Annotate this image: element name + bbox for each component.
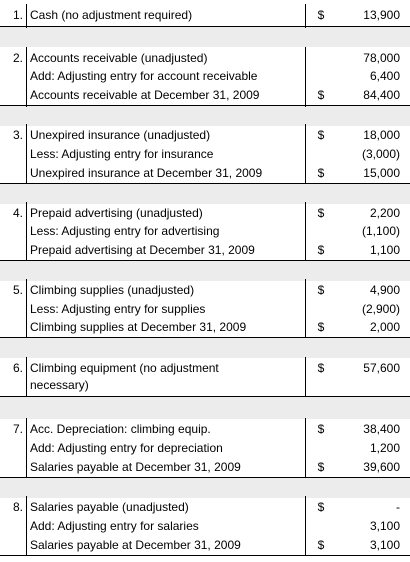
dollar-sign: $ (317, 460, 325, 474)
row-label: Salaries payable at December 31, 2009 (30, 460, 241, 474)
row-amount: 38,400 (363, 422, 400, 436)
row-amount: 3,100 (369, 538, 400, 552)
grid-line (26, 418, 27, 478)
row-amount: 15,000 (363, 166, 400, 180)
row-amount: 84,400 (363, 88, 400, 102)
section-7-row-2[interactable] (0, 439, 410, 458)
row-label: Add: Adjusting entry for account receivable (30, 69, 258, 83)
grid-line (26, 357, 27, 397)
grid-line (305, 357, 306, 397)
row-label: Less: Adjusting entry for supplies (30, 302, 206, 316)
dollar-sign: $ (317, 361, 325, 375)
grid-line (305, 47, 306, 107)
spacer-row (0, 261, 410, 281)
dollar-sign (312, 222, 330, 241)
dollar-sign: $ (317, 320, 325, 334)
grid-line (26, 496, 27, 556)
grid-line (26, 4, 27, 28)
grid-line (305, 418, 306, 478)
section-3-row-1[interactable] (0, 126, 410, 145)
grid-line (0, 337, 410, 338)
row-amount: 4,900 (369, 283, 400, 297)
row-label: Accounts receivable (unadjusted) (30, 51, 208, 65)
dollar-sign (312, 67, 330, 86)
row-label: Salaries payable (unadjusted) (30, 500, 189, 514)
row-label: Prepaid advertising (unadjusted) (30, 206, 203, 220)
row-label: Accounts receivable at December 31, 2009 (30, 88, 260, 102)
dollar-sign: $ (317, 283, 325, 297)
row-label: Less: Adjusting entry for advertising (30, 224, 220, 238)
grid-line (0, 477, 410, 478)
grid-line (305, 4, 306, 28)
section-7-row-1[interactable] (0, 420, 410, 439)
spacer-row (0, 106, 410, 126)
row-label: Prepaid advertising at December 31, 2009 (30, 243, 255, 257)
row-amount: 2,200 (369, 206, 400, 220)
row-amount: 39,600 (363, 460, 400, 474)
section-5-row-1[interactable] (0, 281, 410, 300)
section-number: 5. (12, 283, 23, 297)
row-amount: 6,400 (369, 69, 400, 83)
grid-line (0, 105, 410, 106)
section-4-row-3[interactable] (0, 241, 410, 260)
spacer-row (0, 27, 410, 47)
row-label: Unexpired insurance (unadjusted) (30, 128, 211, 142)
spacer-row (0, 338, 410, 358)
grid-line (0, 26, 410, 27)
grid-line (0, 396, 410, 397)
section-5-row-3[interactable] (0, 318, 410, 337)
dollar-sign: $ (317, 8, 325, 22)
section-number: 2. (12, 51, 23, 65)
grid-line (305, 279, 306, 338)
section-2-row-1[interactable] (0, 49, 410, 68)
dollar-sign: $ (317, 243, 325, 257)
grid-line (26, 47, 27, 107)
row-amount: 3,100 (369, 519, 400, 533)
section-number: 4. (12, 206, 23, 220)
section-number: 6. (12, 361, 23, 375)
grid-line (305, 496, 306, 556)
dollar-sign (312, 517, 330, 536)
section-2-row-3[interactable] (0, 86, 410, 105)
row-label: Unexpired insurance at December 31, 2009 (30, 166, 263, 180)
dollar-sign: $ (317, 500, 325, 514)
section-8-row-2[interactable] (0, 517, 410, 536)
grid-line (26, 279, 27, 338)
row-label: Acc. Depreciation: climbing equip. (30, 422, 211, 436)
section-1-row-1[interactable] (0, 6, 410, 25)
row-amount: 13,900 (363, 8, 400, 22)
row-label: Climbing supplies at December 31, 2009 (30, 320, 247, 334)
row-amount: - (396, 500, 400, 514)
row-label: Cash (no adjustment required) (30, 8, 193, 22)
section-6-row-1[interactable] (0, 359, 410, 397)
grid-line (0, 555, 410, 556)
section-number: 8. (12, 500, 23, 514)
row-label: Less: Adjusting entry for insurance (30, 147, 214, 161)
row-amount: 1,100 (369, 243, 400, 257)
row-label: Add: Adjusting entry for depreciation (30, 441, 223, 455)
row-amount: (2,900) (361, 302, 400, 316)
row-amount: 2,000 (369, 320, 400, 334)
row-amount: 78,000 (363, 51, 400, 65)
row-amount: (1,100) (361, 224, 400, 238)
section-5-row-2[interactable] (0, 300, 410, 319)
grid-line (26, 202, 27, 261)
section-number: 1. (12, 8, 23, 22)
dollar-sign: $ (317, 128, 325, 142)
dollar-sign: $ (317, 206, 325, 220)
spacer-row (0, 478, 410, 498)
grid-line (305, 124, 306, 184)
grid-line (0, 183, 410, 184)
section-3-row-2[interactable] (0, 145, 410, 164)
dollar-sign: $ (317, 88, 325, 102)
spacer-row (0, 397, 410, 419)
row-amount: 18,000 (363, 128, 400, 142)
row-label: Climbing supplies (unadjusted) (30, 283, 195, 297)
dollar-sign: $ (317, 422, 325, 436)
row-label: Salaries payable at December 31, 2009 (30, 538, 241, 552)
section-3-row-3[interactable] (0, 164, 410, 183)
grid-line (26, 124, 27, 184)
section-8-row-1[interactable] (0, 498, 410, 517)
section-4-row-1[interactable] (0, 204, 410, 223)
section-8-row-3[interactable] (0, 536, 410, 555)
section-2-row-2[interactable] (0, 67, 410, 86)
dollar-sign (312, 439, 330, 458)
section-number: 7. (12, 422, 23, 436)
dollar-sign: $ (317, 166, 325, 180)
row-label: Add: Adjusting entry for salaries (30, 519, 199, 533)
row-amount: 57,600 (363, 361, 400, 375)
row-label: Climbing equipment (no adjustment necessary) (30, 361, 219, 392)
dollar-sign (312, 300, 330, 319)
grid-line (305, 202, 306, 261)
section-7-row-3[interactable] (0, 458, 410, 477)
spacer-row (0, 184, 410, 204)
grid-line (0, 260, 410, 261)
section-4-row-2[interactable] (0, 222, 410, 241)
dollar-sign: $ (317, 538, 325, 552)
section-number: 3. (12, 128, 23, 142)
dollar-sign (312, 49, 330, 68)
dollar-sign (312, 145, 330, 164)
row-amount: 1,200 (369, 441, 400, 455)
row-amount: (3,000) (361, 147, 400, 161)
